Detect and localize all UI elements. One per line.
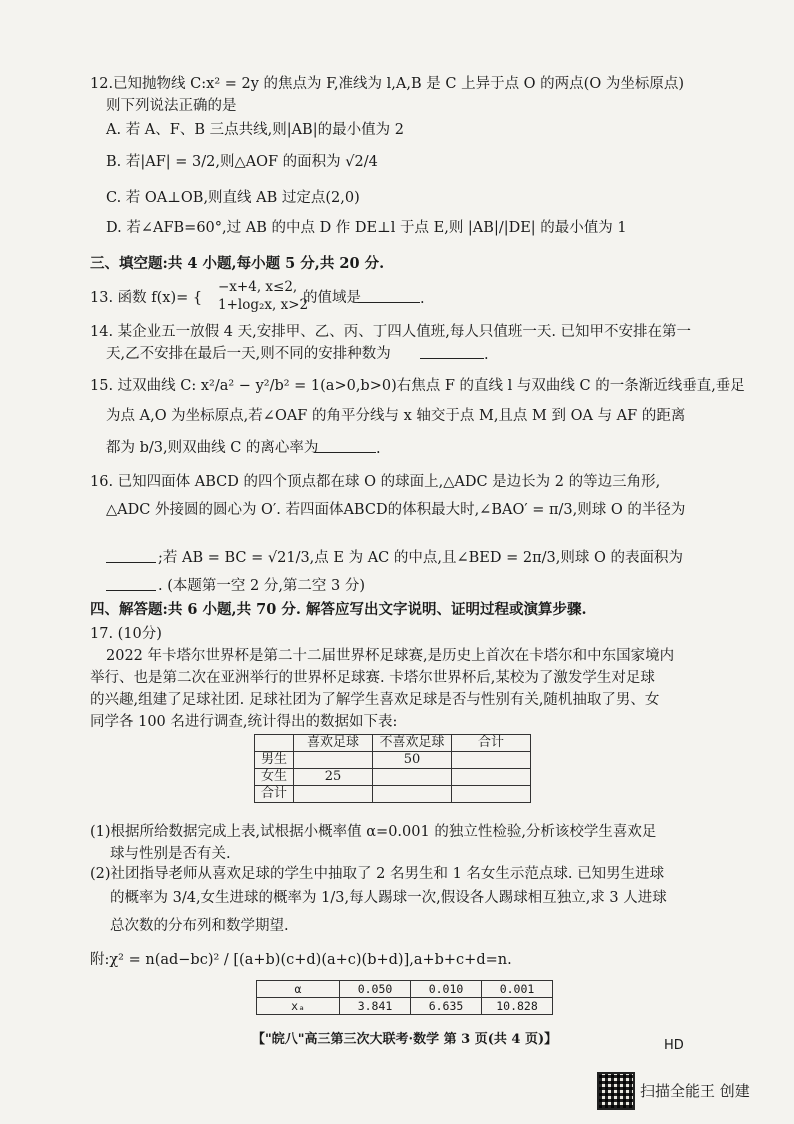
table-row <box>255 786 531 803</box>
table-row <box>255 769 531 786</box>
q17-contingency-table <box>254 734 531 803</box>
q16-line4: . (本题第一空 2 分,第二空 3 分) <box>158 578 366 594</box>
table-cell: 合计 <box>255 786 294 803</box>
q15-answer-blank <box>314 438 381 459</box>
table-header-cell <box>255 735 294 752</box>
table-cell: 0.010 <box>411 981 482 998</box>
q17-subq1-line2: 球与性别是否有关. <box>110 846 231 862</box>
q13-suffix: 的值域是 <box>303 290 361 306</box>
q15-line2: 为点 A,O 为坐标原点,若∠OAF 的角平分线与 x 轴交于点 M,且点 M 到 OA 与 AF 的距离 <box>106 408 686 424</box>
table-cell <box>373 769 452 786</box>
section-3-heading: 三、填空题:共 4 小题,每小题 5 分,共 20 分. <box>90 255 385 272</box>
q17-para-line2: 举行、也是第二次在亚洲举行的世界杯足球赛. 卡塔尔世界杯后,某校为了激发学生对足球 <box>90 670 655 686</box>
q12-option-c: C. 若 OA⊥OB,则直线 AB 过定点(2,0) <box>106 190 360 206</box>
section-4-heading: 四、解答题:共 6 小题,共 70 分. 解答应写出文字说明、证明过程或演算步骤. <box>90 601 587 618</box>
page-footer: 【"皖八"高三第三次大联考·数学 第 3 页(共 4 页)】 <box>252 1032 558 1047</box>
table-header-cell: 合计 <box>452 735 531 752</box>
q16-line3: ;若 AB = BC = √21/3,点 E 为 AC 的中点,且∠BED = 2π/3,则球 O 的表面积为 <box>158 550 683 566</box>
table-header-cell: 喜欢足球 <box>294 735 373 752</box>
table-cell: 10.828 <box>482 998 553 1015</box>
q12-option-a: A. 若 A、F、B 三点共线,则|AB|的最小值为 2 <box>106 122 404 138</box>
q16-blank2 <box>106 576 156 597</box>
chi-square-reference-table <box>256 980 553 1015</box>
table-cell <box>452 752 531 769</box>
q12-stem-line1: 12.已知抛物线 C:x² = 2y 的焦点为 F,准线为 l,A,B 是 C 上异于点 O 的两点(O 为坐标原点) <box>90 76 684 92</box>
q17-heading: 17. (10分) <box>90 626 162 642</box>
q13-case1: −x+4, x≤2, <box>218 279 298 295</box>
table-cell <box>452 769 531 786</box>
q15-line3: 都为 b/3,则双曲线 C 的离心率为 <box>106 440 319 456</box>
table-header-row <box>255 735 531 752</box>
scanner-watermark: 扫描全能王 创建 <box>640 1082 750 1100</box>
table-cell: 男生 <box>255 752 294 769</box>
table-cell: 3.841 <box>340 998 411 1015</box>
q16-line2: △ADC 外接圆的圆心为 O′. 若四面体ABCD的体积最大时,∠BAO′ = π/3,则球 O 的半径为 <box>106 502 686 518</box>
q13-case2: 1+log₂x, x>2 <box>218 297 309 313</box>
table-cell: 50 <box>373 752 452 769</box>
table-cell: 25 <box>294 769 373 786</box>
q14-answer-blank <box>420 344 489 365</box>
q15-line1: 15. 过双曲线 C: x²/a² − y²/b² = 1(a>0,b>0)右焦点 F 的直线 l 与双曲线 C 的一条渐近线垂直,垂足 <box>90 378 745 394</box>
table-cell <box>373 786 452 803</box>
table-cell <box>294 786 373 803</box>
table-cell: 6.635 <box>411 998 482 1015</box>
q17-subq2-line3: 总次数的分布列和数学期望. <box>110 918 289 934</box>
q16-blank1 <box>106 548 156 569</box>
table-row <box>255 752 531 769</box>
hd-mark: HD <box>664 1038 684 1053</box>
q17-subq2-line2: 的概率为 3/4,女生进球的概率为 1/3,每人踢球一次,假设各人踢球相互独立,求 3 人进球 <box>110 890 667 906</box>
q15-period: . <box>376 441 381 457</box>
q17-formula: 附:χ² = n(ad−bc)² / [(a+b)(c+d)(a+c)(b+d)],a+b+c+d=n. <box>90 952 512 968</box>
q17-subq2-line1: (2)社团指导老师从喜欢足球的学生中抽取了 2 名男生和 1 名女生示范点球. 已知男生进球 <box>90 866 665 882</box>
table-cell: 0.001 <box>482 981 553 998</box>
q17-para-line3: 的兴趣,组建了足球社团. 足球社团为了解学生喜欢足球是否与性别有关,随机抽取了男、女 <box>90 692 660 708</box>
alpha-label: α <box>257 981 340 998</box>
q12-stem-line2: 则下列说法正确的是 <box>106 98 237 114</box>
q13-prefix: 13. 函数 f(x)= { <box>90 290 203 306</box>
q13-answer-blank <box>358 288 425 309</box>
table-row <box>257 998 553 1015</box>
q17-subq1-line1: (1)根据所给数据完成上表,试根据小概率值 α=0.001 的独立性检验,分析该校学生喜欢足 <box>90 824 657 840</box>
q14-period: . <box>484 347 489 363</box>
table-cell: 女生 <box>255 769 294 786</box>
table-cell <box>452 786 531 803</box>
table-cell: 0.050 <box>340 981 411 998</box>
q17-para-line1: 2022 年卡塔尔世界杯是第二十二届世界杯足球赛,是历史上首次在卡塔尔和中东国家境内 <box>106 648 675 664</box>
table-header-cell: 不喜欢足球 <box>373 735 452 752</box>
q14-line2: 天,乙不安排在最后一天,则不同的安排种数为 <box>106 346 391 362</box>
table-row <box>257 981 553 998</box>
q12-option-b: B. 若|AF| = 3/2,则△AOF 的面积为 √2/4 <box>106 154 378 170</box>
q13-period: . <box>420 291 425 307</box>
q12-option-d: D. 若∠AFB=60°,过 AB 的中点 D 作 DE⊥l 于点 E,则 |AB|/|DE| 的最小值为 1 <box>106 220 627 236</box>
table-cell <box>294 752 373 769</box>
q16-line1: 16. 已知四面体 ABCD 的四个顶点都在球 O 的球面上,△ADC 是边长为 2 的等边三角形, <box>90 474 661 490</box>
q17-para-line4: 同学各 100 名进行调查,统计得出的数据如下表: <box>90 714 398 730</box>
x-alpha-label: xₐ <box>257 998 340 1015</box>
q14-line1: 14. 某企业五一放假 4 天,安排甲、乙、丙、丁四人值班,每人只值班一天. 已知甲不安排在第一 <box>90 324 692 340</box>
qr-code-icon <box>597 1072 635 1110</box>
